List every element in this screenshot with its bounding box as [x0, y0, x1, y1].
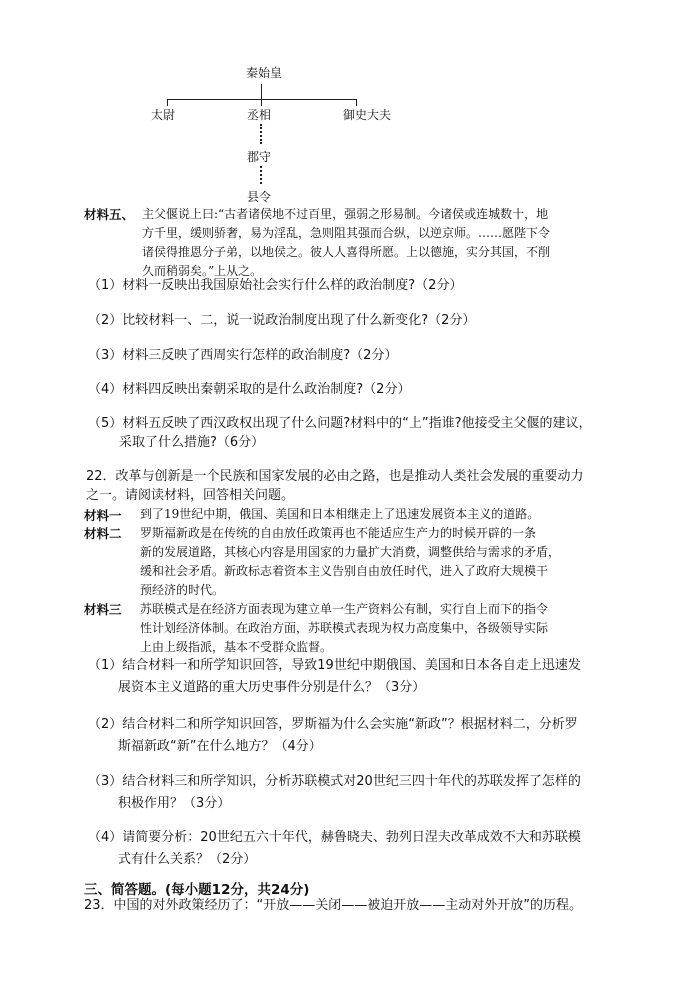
q22-sub-4: （4）请简要分析：20世纪五六十年代，赫鲁晓夫、勃列日涅夫改革成效不大和苏联模: [88, 830, 581, 845]
material-5-line: 诸侯得推恩分子弟，以地侯之。彼人人喜得所愿。上以德施，实分其国，不削: [142, 245, 551, 259]
org-dotted-connector: [260, 124, 262, 144]
q22-material-2-line: 罗斯福新政是在传统的自由放任政策再也不能适应生产力的时候开辟的一条: [140, 526, 537, 540]
q22-material-2-line: 缓和社会矛盾。新政标志着资本主义告别自由放任时代，进入了政府大规模干: [140, 564, 549, 578]
q22-material-3-label: 材料三: [84, 602, 122, 617]
q22-material-1-label: 材料一: [84, 508, 122, 523]
q22-intro: 22．改革与创新是一个民族和国家发展的必由之路，也是推动人类社会发展的重要动力: [86, 469, 584, 484]
q22-intro-cont: 之一。请阅读材料，回答相关问题。: [86, 488, 295, 503]
org-chengxiang: 丞相: [247, 108, 272, 122]
section-3-title: 三、简答题。(每小题12分，共24分): [84, 882, 310, 898]
material-5-line: 久而稍弱矣。”上从之。: [142, 264, 263, 278]
org-yushidafu: 御史大夫: [343, 108, 392, 122]
org-connector: [167, 99, 168, 106]
q22-material-3-line: 性计划经济体制。在政治方面，苏联模式表现为权力高度集中，各级领导实际: [140, 621, 549, 635]
q21-sub-4: （4）材料四反映出秦朝采取的是什么政治制度?（2分）: [88, 382, 411, 397]
material-5-line: 方千里，缓则骄奢，易为淫乱，急则阻其强而合纵，以逆京师。……愿陛下令: [142, 226, 551, 240]
q22-sub-1-cont: 展资本主义道路的重大历史事件分别是什么？（3分）: [118, 680, 426, 695]
org-connector: [261, 84, 262, 100]
q22-material-2-line: 新的发展道路，其核心内容是用国家的力量扩大消费，调整供给与需求的矛盾，: [140, 545, 561, 559]
q21-sub-3: （3）材料三反映了西周实行怎样的政治制度?（2分）: [88, 348, 398, 363]
q21-sub-5: （5）材料五反映了西汉政权出现了什么问题?材料中的“上”指谁?他接受主父偃的建议，: [88, 416, 592, 431]
q21-sub-5-cont: 采取了什么措施?（6分）: [119, 435, 265, 450]
q22-sub-1: （1）结合材料一和所学知识回答，导致19世纪中期俄国、美国和日本各自走上迅速发: [88, 658, 581, 673]
q22-material-3-line: 苏联模式是在经济方面表现为建立单一生产资料公有制，实行自上而下的指令: [140, 602, 549, 616]
org-connector: [356, 99, 357, 106]
q21-sub-2: （2）比较材料一、二，说一说政治制度出现了什么新变化?（2分）: [88, 313, 476, 328]
org-top-qin-shihuang: 秦始皇: [246, 66, 283, 80]
org-taiwei: 太尉: [151, 108, 176, 122]
q23-text: 23．中国的对外政策经历了：“开放——关闭——被迫开放——主动对外开放”的历程。: [84, 898, 583, 913]
org-dotted-connector: [260, 166, 262, 184]
q22-material-1-line: 到了19世纪中期，俄国、美国和日本相继走上了迅速发展资本主义的道路。: [140, 507, 540, 521]
q22-material-3-line: 上由上级指派，基本不受群众监督。: [140, 640, 333, 654]
material-5-label: 材料五、: [84, 207, 135, 222]
q22-sub-2: （2）结合材料二和所学知识回答，罗斯福为什么会实施“新政”？根据材料二，分析罗: [88, 717, 578, 732]
material-5-line: 主父偃说上曰:“古者诸侯地不过百里，强弱之形易制。今诸侯或连城数十，地: [142, 207, 549, 221]
q22-sub-3: （3）结合材料三和所学知识，分析苏联模式对20世纪三四十年代的苏联发挥了怎样的: [88, 774, 581, 789]
org-junshou: 郡守: [247, 150, 272, 164]
org-connector: [261, 99, 262, 106]
q22-sub-4-cont: 式有什么关系？（2分）: [118, 852, 257, 867]
org-xianling: 县令: [247, 190, 272, 204]
q22-material-2-line: 预经济的时代。: [140, 583, 225, 597]
q21-sub-1: （1）材料一反映出我国原始社会实行什么样的政治制度?（2分）: [88, 278, 463, 293]
q22-sub-2-cont: 斯福新政“新”在什么地方？（4分）: [118, 739, 322, 754]
q22-material-2-label: 材料二: [84, 526, 122, 541]
q22-sub-3-cont: 积极作用？（3分）: [118, 796, 231, 811]
